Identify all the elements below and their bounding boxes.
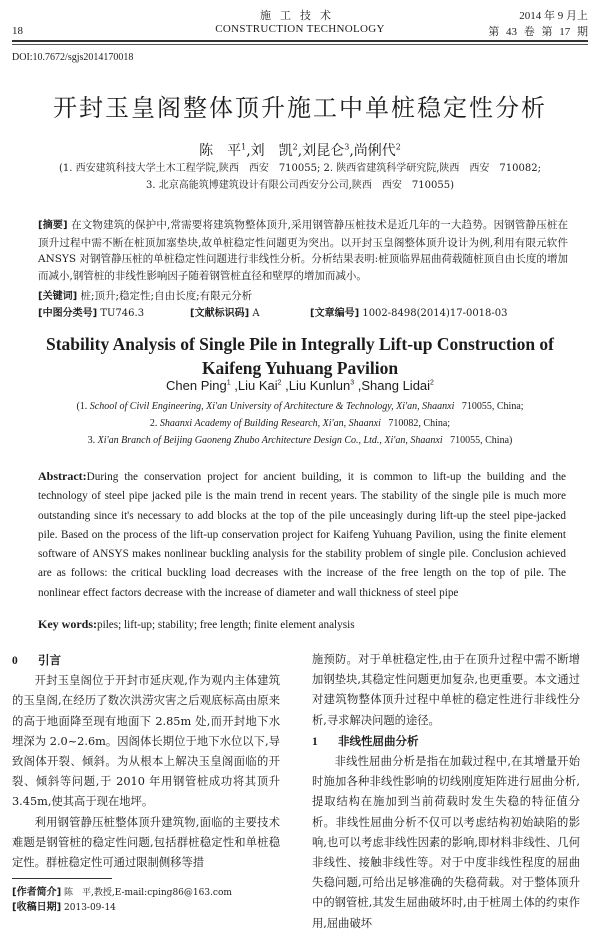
author-affiliation-marker: 1 <box>226 379 231 387</box>
affiliation-postcode: 710055, China; <box>461 401 524 412</box>
keywords-cn-label: [关键词] <box>38 291 78 302</box>
affiliation-postcode: 710082, China; <box>388 418 451 429</box>
affiliation-cn-line: (1. 西安建筑科技大学土木工程学院,陕西 西安 710055; 2. 陕西省建筑科学研究院,陕西 西安 710082; <box>59 163 541 174</box>
affiliation-postcode: 710055, China) <box>450 435 513 446</box>
author-name: 尚俐代 <box>353 143 396 159</box>
body-paragraph: 非线性屈曲分析是指在加载过程中,在其增量开始时施加各种非线性影响的切线刚度矩阵进行屈曲分析,提取结构在施加到当前荷载时发生失稳的特征值分析。非线性屈曲分析不仅可以考虑结构初始缺陷的影响,也可以考虑非线性因素的影响,即材料非线性、几何非线性、接触非线性等。对于中度非线性程度的屈曲失稳问题,可给出足够准确的失稳荷载。对于整体顶升中的钢管桩,其发生屈曲破坏时,由于桩周土体的约束作用,屈曲破坏 <box>312 755 580 930</box>
footnote-rule <box>12 878 112 879</box>
author-name: 陈 平 <box>199 143 242 159</box>
affiliation-en-line <box>0 432 600 449</box>
footnote-label: [收稿日期] <box>12 902 62 913</box>
author-name: 刘昆仑 <box>302 143 345 159</box>
keywords-cn-text: 桩;顶升;稳定性;自由长度;有限元分析 <box>80 290 253 302</box>
author-name: 刘 凯 <box>250 143 293 159</box>
author-name: Liu Kunlun <box>288 378 351 393</box>
affiliation-en-line <box>0 398 600 415</box>
affiliation-number: 2. <box>149 418 158 429</box>
section-number: 1 <box>312 735 318 748</box>
author-affiliation-marker: 3 <box>350 379 355 387</box>
body-paragraph: 施预防。对于单桩稳定性,由于在顶升过程中需不断增加钢垫块,其稳定性问题更加复杂,也更重要。本文通过对建筑物整体顶升过程中单桩的稳定性进行非线性分析,寻求解决问题的途径。 <box>312 653 580 727</box>
page-number: 18 <box>12 25 23 37</box>
abstract-cn-text: 在文物建筑的保护中,常需要将建筑物整体顶升,采用钢管静压桩技术是近几年的一大趋势。因钢管静压桩在顶升过程中需不断在桩顶加塞垫块,故单桩稳定性问题更为突出。以开封玉皇阁整体顶升设计为例,利用有限元软件 ANSYS 对钢管静压桩的单桩稳定性问题进行非线性分析。分析结果表明:桩顶临界屈曲荷载随桩顶自由长度的增加而减小,钢管桩的非线性影响因子随着钢管桩直径和壁厚的增加而减小。 <box>38 219 568 282</box>
paper-title-cn: 开封玉皇阁整体顶升施工中单桩稳定性分析 <box>53 94 547 122</box>
affiliation-text: Shaanxi Academy of Building Research, Xi'an, Shaanxi <box>159 418 381 429</box>
affiliation-text: Xi'an Branch of Beijing Gaoneng Zhubo Architecture Design Co., Ltd., Xi'an, Shaanxi <box>97 435 443 446</box>
title-en-line: Stability Analysis of Single Pile in Integrally Lift-up Construction of <box>45 334 555 354</box>
journal-title-cn: 施工技术 <box>260 9 340 22</box>
body-paragraph: 利用钢管静压桩整体顶升建筑物,面临的主要技术难题是钢管桩的稳定性问题,包括群桩稳定性和单桩稳定性。群桩稳定性可通过限制侧移等措 <box>12 815 280 870</box>
section-title: 引言 <box>38 653 61 667</box>
header-rule-thin <box>12 44 588 45</box>
keywords-cn <box>38 287 252 303</box>
affiliation-number: (1. <box>76 401 88 412</box>
clc-value: TU746.3 <box>100 308 145 319</box>
abstract-en-label: Abstract: <box>38 469 87 483</box>
author-name: Liu Kai <box>237 378 278 393</box>
author-affiliation-marker: 1 <box>241 142 247 152</box>
article-no-value: 1002-8498(2014)17-0018-03 <box>362 308 508 319</box>
volume-issue: 第 43 卷 第 17 期 <box>488 26 588 38</box>
author-affiliation-marker: 3 <box>344 142 350 152</box>
abstract-en <box>38 467 566 603</box>
author-affiliation-marker: 2 <box>430 379 434 387</box>
article-number <box>310 304 508 319</box>
author-name: Shang Lidai <box>361 378 431 393</box>
clc-number <box>38 304 144 319</box>
journal-title-en: CONSTRUCTION TECHNOLOGY <box>215 23 385 35</box>
issue-date: 2014 年 9 月上 <box>519 10 588 22</box>
doc-code-value: A <box>252 308 260 319</box>
author-name: Chen Ping <box>166 378 227 393</box>
keywords-en <box>38 617 355 632</box>
author-affiliation-marker: 2 <box>277 379 282 387</box>
doc-code-label: [文献标识码] <box>190 308 250 319</box>
document-code <box>190 304 260 319</box>
section-heading <box>312 731 580 752</box>
abstract-en-text: During the conservation project for ancient building, it is common to lift-up the building and the technology of steel pipe jacked pile is the main trend in recent years. The stability of the single pile is much more outstanding since it's necessary to add blocks at the top of the pile unceasingly during lift-up the steel pipe-jacked pile. Based on the process of the lift-up conservation project for Kaifeng Yuhuang Pavilion, using the finite element software of ANSYS makes nonlinear buckling analysis for the stability problem of single pile. Conclusion achieved are as follows: the critical buckling load decreases with the increase of the free length on the top of pile. The nonlinear effect factors decrease with the increase of diameter and wall thickness of steel pipe <box>38 471 566 599</box>
footnote-label: [作者简介] <box>12 887 62 898</box>
section-number: 0 <box>12 655 18 667</box>
body-column-right <box>312 650 580 934</box>
doi[interactable]: DOI:10.7672/sgjs2014170018 <box>12 52 134 63</box>
footnote-received-date <box>12 898 116 913</box>
keywords-en-text: piles; lift-up; stability; free length; finite element analysis <box>97 619 355 631</box>
paper-title-en <box>0 332 600 380</box>
affiliation-number: 3. <box>87 435 96 446</box>
body-paragraph: 开封玉皇阁位于开封市延庆观,作为观内主体建筑的玉皇阁,在经历了数次洪涝灾害之后观底标高由原来的高于地面降至现有地面下 2.85m 处,而开封地下水埋深为 2.0~2.6m。因阁体长期位于地下水位以下,导致阁体开裂、倾斜。为从根本上解决玉皇阁面临的开裂、倾斜等问题,于 2010 年用钢管桩成功将其顶升 3.45m,使其高于现在地坪。 <box>12 674 280 809</box>
body-column-left <box>12 650 280 873</box>
title-en-line: Kaifeng Yuhuang Pavilion <box>201 358 399 378</box>
clc-label: [中图分类号] <box>38 308 98 319</box>
header-rule <box>12 40 588 42</box>
authors-cn: 陈 平$^1$,刘 凯$^2$,刘昆仑$^3$,尚俐代$^2$ <box>199 142 401 159</box>
affiliation-text: School of Civil Engineering, Xi'an University of Architecture & Technology, Xi'an, Shaanxi <box>89 401 455 412</box>
footnote-author-info <box>12 883 232 898</box>
affiliation-cn-line: 3. 北京高能筑博建筑设计有限公司西安分公司,陕西 西安 710055) <box>146 180 454 191</box>
footnote-text[interactable]: 陈 平,教授,E-mail:cping86@163.com <box>64 888 232 898</box>
keywords-en-label: Key words: <box>38 617 97 631</box>
abstract-cn <box>38 217 568 284</box>
abstract-cn-label: [摘要] <box>38 220 68 231</box>
article-no-label: [文章编号] <box>310 308 360 319</box>
affiliation-en-line <box>0 415 600 432</box>
author-affiliation-marker: 2 <box>395 142 401 152</box>
author-affiliation-marker: 2 <box>292 142 298 152</box>
section-title: 非线性屈曲分析 <box>338 733 419 748</box>
section-heading <box>12 650 280 671</box>
authors-en: Chen Ping$^1$ ,Liu Kai$^2$ ,Liu Kunlun$^3$ ,Shang Lidai$^2$ <box>166 378 434 393</box>
footnote-text: 2013-09-14 <box>64 903 116 913</box>
